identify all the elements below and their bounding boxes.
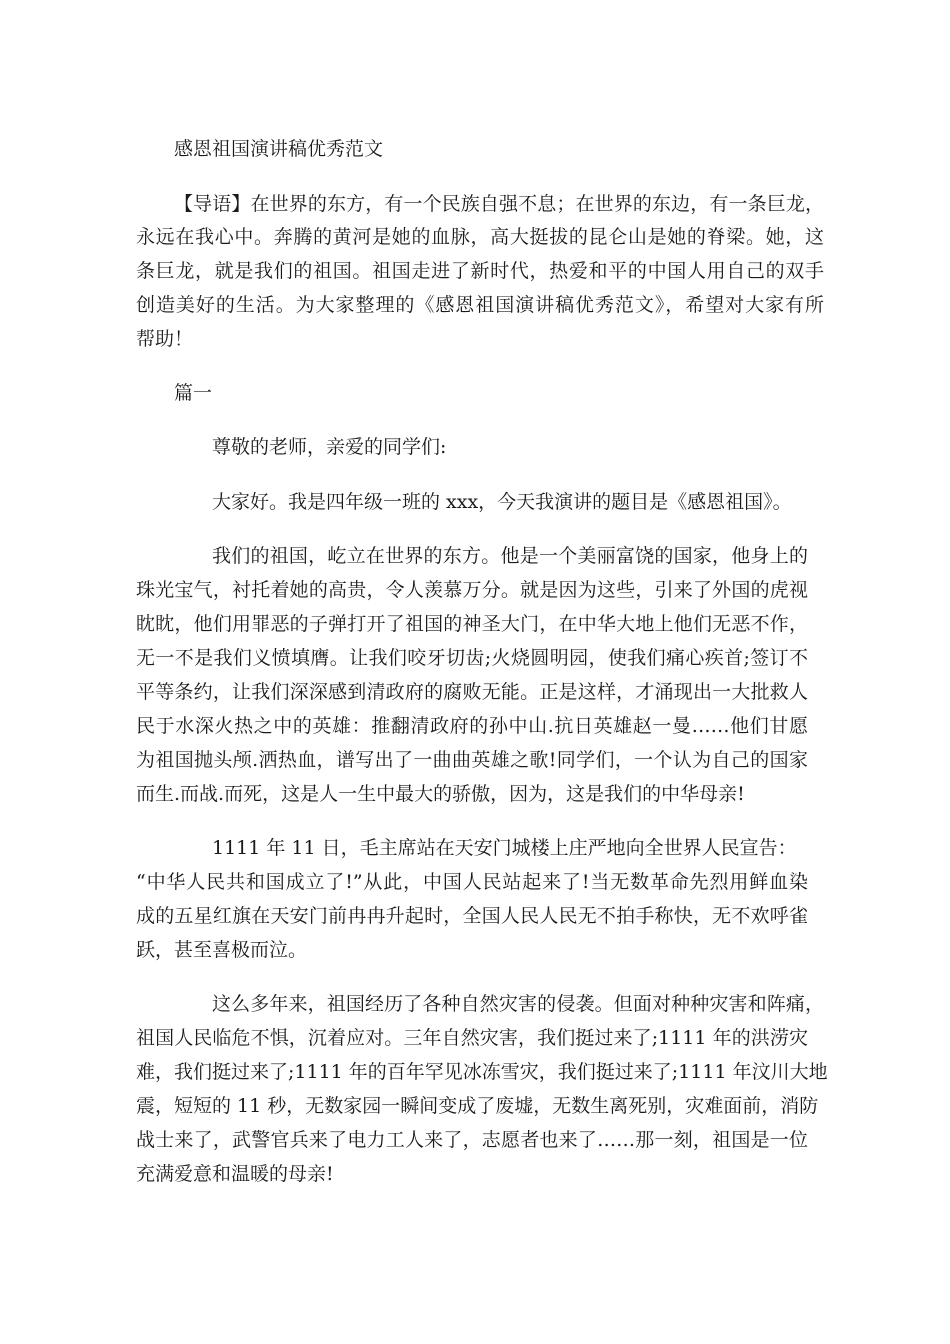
section-heading: 篇一 xyxy=(174,382,213,404)
document-title: 感恩祖国演讲稿优秀范文 xyxy=(174,138,384,160)
salutation: 尊敬的老师，亲爱的同学们: xyxy=(212,436,447,458)
paragraph-line: 民于水深火热之中的英雄：推翻清政府的孙中山.抗日英雄赵一曼……他们甘愿 xyxy=(136,715,808,737)
paragraph-line: “中华人民共和国成立了!”从此，中国人民站起来了!当无数革命先烈用鲜血染 xyxy=(136,871,808,893)
paragraph-line: 眈眈，他们用罪恶的子弹打开了祖国的神圣大门，在中华大地上他们无恶不作， xyxy=(136,613,808,635)
paragraph-line: 无一不是我们义愤填膺。让我们咬牙切齿;火烧圆明园，使我们痛心疾首;签订不 xyxy=(136,647,808,669)
paragraph-line: 这么多年来，祖国经历了各种自然灾害的侵袭。但面对种种灾害和阵痛， xyxy=(212,993,824,1015)
paragraph-line: 难，我们挺过来了;1111 年的百年罕见冰冻雪灾，我们挺过来了;1111 年汶川大地 xyxy=(136,1061,828,1083)
paragraph-line: 为祖国抛头颅.洒热血，谱写出了一曲曲英雄之歌!同学们，一个认为自己的国家 xyxy=(136,749,808,771)
intro-line: 创造美好的生活。为大家整理的《感恩祖国演讲稿优秀范文》，希望对大家有所 xyxy=(136,294,824,316)
paragraph-line: 珠光宝气，衬托着她的高贵，令人羡慕万分。就是因为这些，引来了外国的虎视 xyxy=(136,579,808,601)
greeting: 大家好。我是四年级一班的 xxx，今天我演讲的题目是《感恩祖国》。 xyxy=(212,491,792,513)
paragraph-line: 1111 年 11 日，毛主席站在天安门城楼上庄严地向全世界人民宣告： xyxy=(212,837,797,859)
paragraph-line: 祖国人民临危不惧，沉着应对。三年自然灾害，我们挺过来了;1111 年的洪涝灾 xyxy=(136,1027,808,1049)
paragraph-line: 而生.而战.而死，这是人一生中最大的骄傲，因为，这是我们的中华母亲! xyxy=(136,783,745,805)
paragraph-line: 我们的祖国，屹立在世界的东方。他是一个美丽富饶的国家，他身上的 xyxy=(212,545,808,567)
intro-line: 【导语】在世界的东方，有一个民族自强不息；在世界的东边，有一条巨龙， xyxy=(174,193,824,215)
paragraph-line: 充满爱意和温暖的母亲! xyxy=(136,1163,334,1185)
intro-line: 永远在我心中。奔腾的黄河是她的血脉，高大挺拔的昆仑山是她的脊梁。她，这 xyxy=(136,226,824,248)
intro-line: 帮助！ xyxy=(136,328,194,350)
paragraph-line: 平等条约，让我们深深感到清政府的腐败无能。正是这样，才涌现出一大批救人 xyxy=(136,681,808,703)
paragraph-line: 战士来了，武警官兵来了电力工人来了，志愿者也来了……那一刻，祖国是一位 xyxy=(136,1129,808,1151)
paragraph-line: 成的五星红旗在天安门前冉冉升起时，全国人民人民无不拍手称快，无不欢呼雀 xyxy=(136,905,808,927)
paragraph-line: 震，短短的 11 秒，无数家园一瞬间变成了废墟，无数生离死别，灾难面前，消防 xyxy=(136,1095,819,1117)
paragraph-line: 跃，甚至喜极而泣。 xyxy=(136,939,308,961)
intro-line: 条巨龙，就是我们的祖国。祖国走进了新时代，热爱和平的中国人用自己的双手 xyxy=(136,260,824,282)
